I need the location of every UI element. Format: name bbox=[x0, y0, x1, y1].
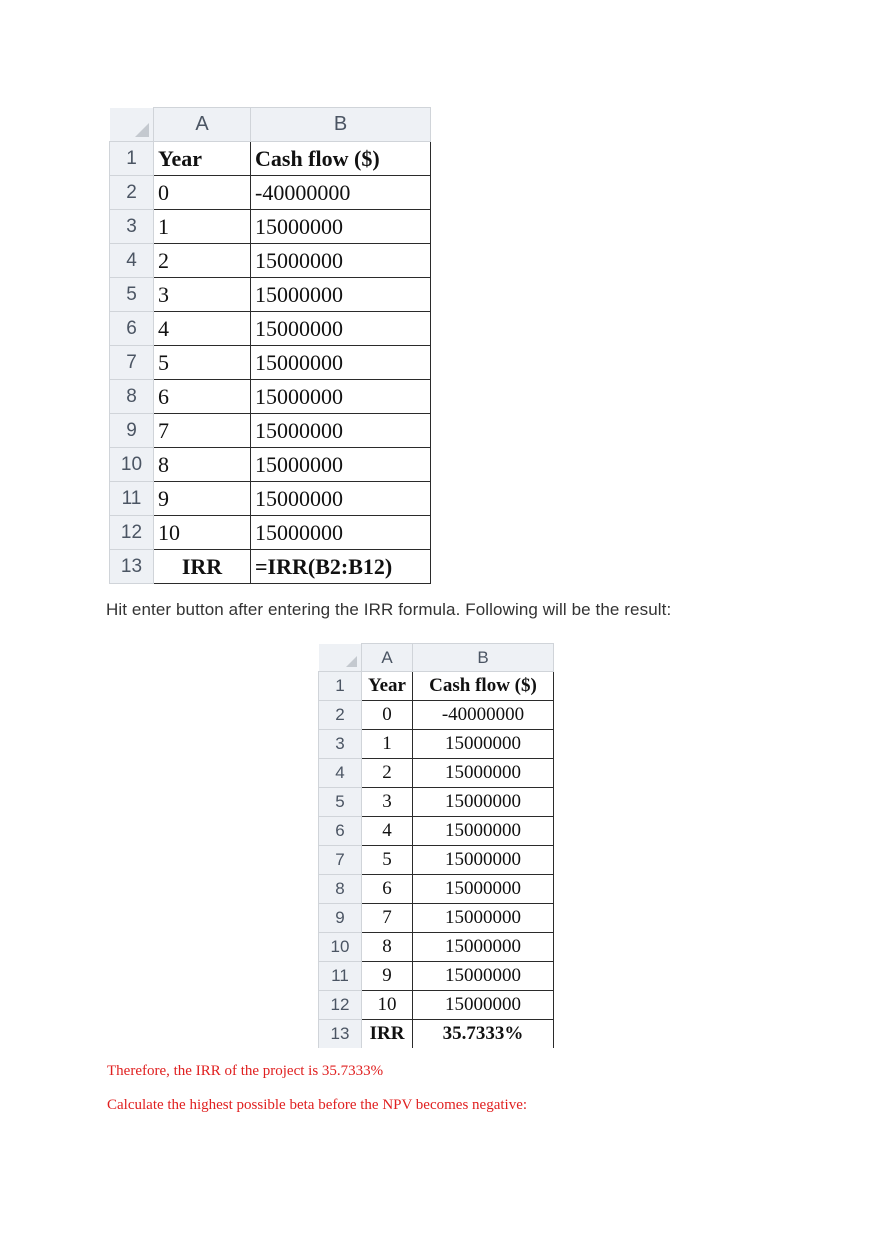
cash-flow-cell: 15000000 bbox=[413, 788, 554, 817]
table-row bbox=[319, 875, 554, 904]
year-cell: 7 bbox=[154, 414, 251, 448]
row-number: 5 bbox=[110, 278, 154, 312]
cash-flow-cell: 15000000 bbox=[251, 210, 431, 244]
row-number: 11 bbox=[110, 482, 154, 516]
table-row bbox=[110, 312, 431, 346]
table-row bbox=[319, 846, 554, 875]
cash-flow-cell: 15000000 bbox=[251, 448, 431, 482]
year-cell: 4 bbox=[154, 312, 251, 346]
conclusion-text: Therefore, the IRR of the project is 35.7333% bbox=[107, 1063, 384, 1079]
row-number: 7 bbox=[319, 846, 362, 875]
row-number: 9 bbox=[110, 414, 154, 448]
table-row bbox=[110, 414, 431, 448]
irr-formula-cell: =IRR(B2:B12) bbox=[251, 550, 431, 584]
row-number: 3 bbox=[110, 210, 154, 244]
table-row bbox=[110, 278, 431, 312]
year-cell: 5 bbox=[154, 346, 251, 380]
year-cell: 0 bbox=[154, 176, 251, 210]
year-cell: 9 bbox=[362, 962, 413, 991]
cash-flow-cell: -40000000 bbox=[413, 701, 554, 730]
year-cell: 6 bbox=[154, 380, 251, 414]
column-header-a: A bbox=[362, 644, 413, 672]
table-row bbox=[319, 933, 554, 962]
row-number: 12 bbox=[319, 991, 362, 1020]
row-number: 4 bbox=[110, 244, 154, 278]
table-row bbox=[110, 448, 431, 482]
next-step-text: Calculate the highest possible beta before the NPV becomes negative: bbox=[107, 1097, 528, 1113]
cell-a1: Year bbox=[154, 142, 251, 176]
cash-flow-cell: 15000000 bbox=[413, 933, 554, 962]
table-row bbox=[319, 672, 554, 701]
table-row bbox=[110, 516, 431, 550]
irr-result-cell: 35.7333% bbox=[413, 1020, 554, 1049]
table-row bbox=[319, 1020, 554, 1049]
cash-flow-cell: 15000000 bbox=[251, 312, 431, 346]
row-number: 8 bbox=[110, 380, 154, 414]
year-cell: 4 bbox=[362, 817, 413, 846]
cash-flow-cell: -40000000 bbox=[251, 176, 431, 210]
year-cell: 0 bbox=[362, 701, 413, 730]
table-row bbox=[319, 730, 554, 759]
table-row bbox=[319, 701, 554, 730]
cash-flow-cell: 15000000 bbox=[413, 875, 554, 904]
row-number: 4 bbox=[319, 759, 362, 788]
year-cell: 8 bbox=[362, 933, 413, 962]
select-all-corner bbox=[319, 644, 362, 672]
cash-flow-cell: 15000000 bbox=[413, 759, 554, 788]
table-row bbox=[110, 176, 431, 210]
irr-label-cell: IRR bbox=[362, 1020, 413, 1049]
row-number: 6 bbox=[319, 817, 362, 846]
table-row bbox=[110, 210, 431, 244]
row-number: 2 bbox=[110, 176, 154, 210]
table-row bbox=[319, 788, 554, 817]
cell-b1: Cash flow ($) bbox=[251, 142, 431, 176]
year-cell: 1 bbox=[362, 730, 413, 759]
cash-flow-cell: 15000000 bbox=[413, 730, 554, 759]
instruction-caption: Hit enter button after entering the IRR formula. Following will be the result: bbox=[106, 600, 672, 619]
year-cell: 3 bbox=[362, 788, 413, 817]
column-header-b: B bbox=[413, 644, 554, 672]
row-number: 10 bbox=[110, 448, 154, 482]
cash-flow-cell: 15000000 bbox=[413, 817, 554, 846]
table-row bbox=[110, 380, 431, 414]
year-cell: 1 bbox=[154, 210, 251, 244]
year-cell: 6 bbox=[362, 875, 413, 904]
year-cell: 2 bbox=[362, 759, 413, 788]
year-cell: 8 bbox=[154, 448, 251, 482]
table-row bbox=[319, 759, 554, 788]
table-row bbox=[110, 244, 431, 278]
cash-flow-cell: 15000000 bbox=[413, 962, 554, 991]
cash-flow-cell: 15000000 bbox=[251, 244, 431, 278]
table-row bbox=[319, 817, 554, 846]
row-number: 5 bbox=[319, 788, 362, 817]
cash-flow-cell: 15000000 bbox=[413, 991, 554, 1020]
row-number: 6 bbox=[110, 312, 154, 346]
year-cell: 3 bbox=[154, 278, 251, 312]
cash-flow-cell: 15000000 bbox=[251, 278, 431, 312]
row-number: 13 bbox=[110, 550, 154, 584]
year-cell: 10 bbox=[154, 516, 251, 550]
row-number: 9 bbox=[319, 904, 362, 933]
year-cell: 10 bbox=[362, 991, 413, 1020]
row-number: 1 bbox=[319, 672, 362, 701]
table-row bbox=[319, 991, 554, 1020]
cash-flow-cell: 15000000 bbox=[413, 904, 554, 933]
cash-flow-cell: 15000000 bbox=[251, 414, 431, 448]
cash-flow-cell: 15000000 bbox=[251, 516, 431, 550]
cash-flow-cell: 15000000 bbox=[251, 482, 431, 516]
spreadsheet-formula bbox=[109, 107, 431, 584]
row-number: 7 bbox=[110, 346, 154, 380]
year-cell: 2 bbox=[154, 244, 251, 278]
column-header-a: A bbox=[154, 108, 251, 142]
row-number: 13 bbox=[319, 1020, 362, 1049]
cell-b1: Cash flow ($) bbox=[413, 672, 554, 701]
table-row bbox=[319, 962, 554, 991]
select-all-corner bbox=[110, 108, 154, 142]
spreadsheet-result bbox=[318, 643, 554, 1048]
year-cell: 5 bbox=[362, 846, 413, 875]
row-number: 10 bbox=[319, 933, 362, 962]
row-number: 12 bbox=[110, 516, 154, 550]
cash-flow-cell: 15000000 bbox=[413, 846, 554, 875]
column-header-b: B bbox=[251, 108, 431, 142]
table-row bbox=[110, 142, 431, 176]
row-number: 3 bbox=[319, 730, 362, 759]
cash-flow-cell: 15000000 bbox=[251, 380, 431, 414]
table-row bbox=[110, 346, 431, 380]
year-cell: 9 bbox=[154, 482, 251, 516]
table-row bbox=[110, 550, 431, 584]
row-number: 2 bbox=[319, 701, 362, 730]
row-number: 1 bbox=[110, 142, 154, 176]
table-row bbox=[319, 904, 554, 933]
row-number: 11 bbox=[319, 962, 362, 991]
cell-a1: Year bbox=[362, 672, 413, 701]
year-cell: 7 bbox=[362, 904, 413, 933]
table-row bbox=[110, 482, 431, 516]
row-number: 8 bbox=[319, 875, 362, 904]
cash-flow-cell: 15000000 bbox=[251, 346, 431, 380]
irr-label-cell: IRR bbox=[154, 550, 251, 584]
